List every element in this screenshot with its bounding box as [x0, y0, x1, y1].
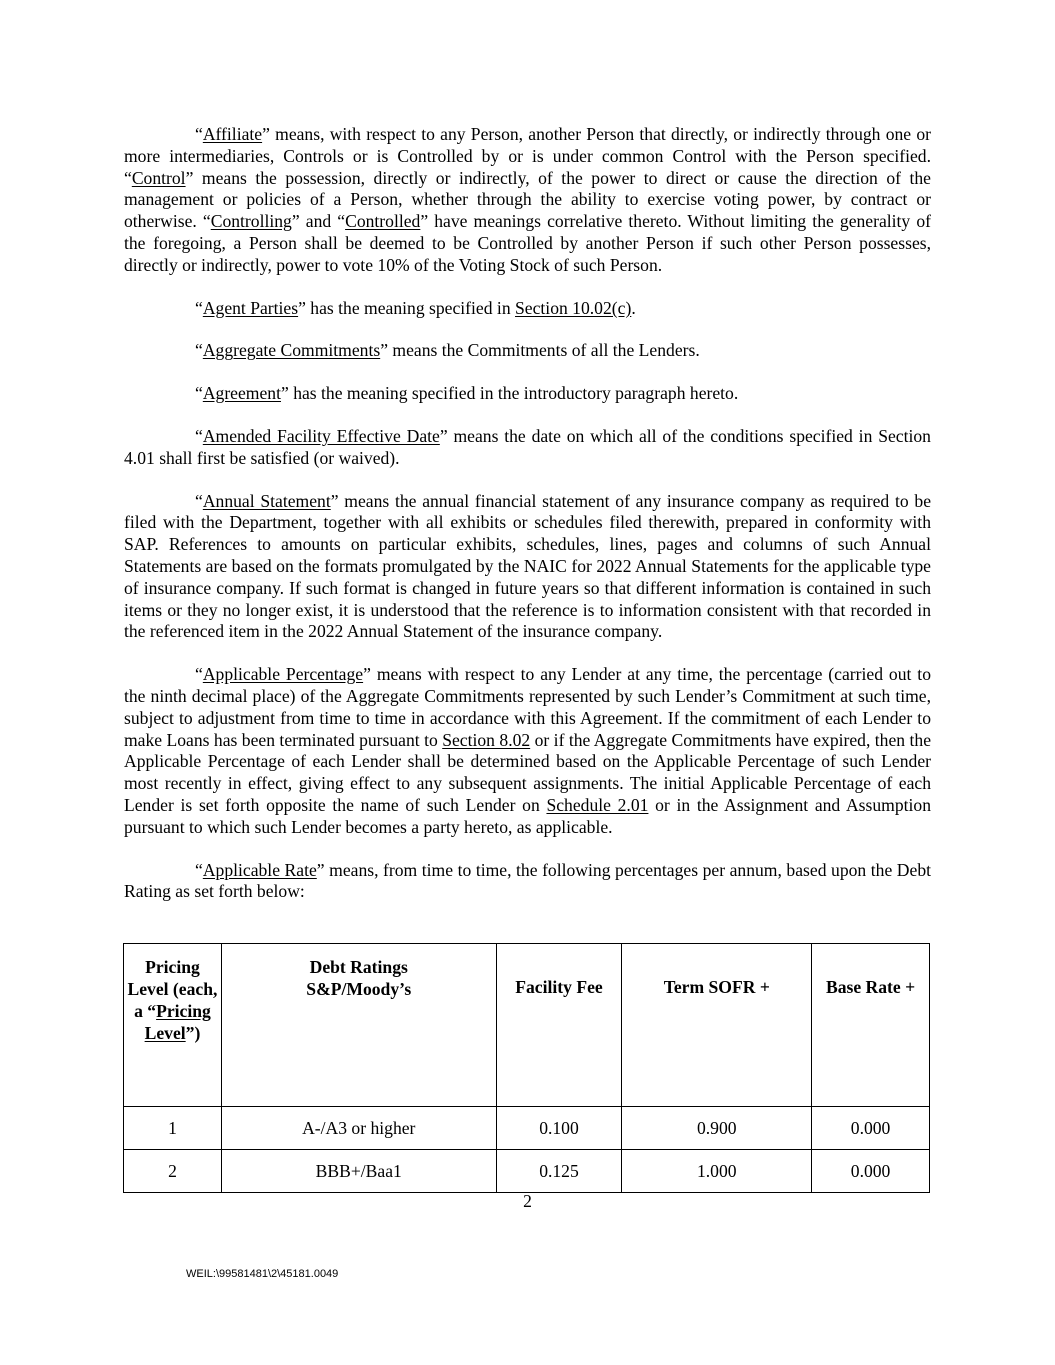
header-base-rate: Base Rate +	[812, 944, 930, 1107]
cell-term-sofr: 0.900	[622, 1107, 812, 1150]
definition-annual-statement: “Annual Statement” means the annual financial statement of any insurance company as required to be filed with the Department, together with all exhibits or schedules filed therewith, prepared in conformity with SAP. References to amounts on particular exhibits, schedules, lines, pages and columns of such Annual Statements are based on the formats promulgated by the NAIC for 2022 Annual Statements for the applicable type of insurance company. If such format is changed in future years so that different information is contained in such items or they no longer exist, it is understood that the reference is to information consistent with that recorded in the referenced item in the 2022 Annual Statement of the insurance company.	[124, 490, 931, 642]
document-id: WEIL:\99581481\2\45181.0049	[186, 1268, 339, 1280]
section-reference: Section 10.02(c)	[515, 297, 632, 318]
cell-base-rate: 0.000	[812, 1150, 930, 1193]
cell-facility-fee: 0.100	[496, 1107, 622, 1150]
cell-level: 2	[124, 1150, 222, 1193]
header-pricing-level: Pricing Level (each, a “Pricing Level”)	[124, 944, 222, 1107]
cell-rating: BBB+/Baa1	[221, 1150, 496, 1193]
document-body	[124, 124, 931, 924]
header-debt-ratings: Debt Ratings S&P/Moody’s	[221, 944, 496, 1107]
schedule-reference: Schedule 2.01	[546, 794, 649, 815]
header-term-sofr: Term SOFR +	[622, 944, 812, 1107]
cell-rating: A-/A3 or higher	[221, 1107, 496, 1150]
defined-term: Controlled	[345, 211, 421, 232]
defined-term: Annual Statement	[202, 490, 331, 511]
page-number: 2	[523, 1191, 532, 1211]
definition-applicable-rate: “Applicable Rate” means, from time to time, the following percentages per annum, based upon the Debt Rating as set forth below:	[124, 859, 932, 902]
definition-aggregate-commitments: “Aggregate Commitments” means the Commitments of all the Lenders.	[195, 340, 700, 361]
defined-term: Aggregate Commitments	[202, 340, 381, 361]
table-row	[124, 1150, 930, 1193]
cell-term-sofr: 1.000	[622, 1150, 812, 1193]
defined-term: Applicable Rate	[202, 859, 317, 880]
cell-level: 1	[124, 1107, 222, 1150]
cell-facility-fee: 0.125	[496, 1150, 622, 1193]
definition-amended-facility-effective-date: “Amended Facility Effective Date” means the date on which all of the conditions specified in Section 4.01 shall first be satisfied (or waived).	[124, 425, 931, 468]
defined-term: Agent Parties	[202, 297, 299, 318]
defined-term: Affiliate	[202, 124, 263, 144]
defined-term: Applicable Percentage	[202, 664, 364, 685]
table-row	[124, 1107, 930, 1150]
defined-term: Controlling	[210, 211, 292, 232]
defined-term: Amended Facility Effective Date	[202, 425, 440, 446]
cell-base-rate: 0.000	[812, 1107, 930, 1150]
definition-affiliate: “Affiliate” means, with respect to any Person, another Person that directly, or indirectly through one or more intermediaries, Controls or is Controlled by or is under common Control with the Person specified. “Control” means the possession, directly or indirectly, of the power to direct or cause the direction of the management or policies of a Person, whether through the ability to exercise voting power, by contract or otherwise. “Controlling” and “Controlled” have meanings correlative thereto. Without limiting the generality of the foregoing, a Person shall be deemed to be Controlled by another Person if such other Person possesses, directly or indirectly, power to vote 10% of the Voting Stock of such Person.	[124, 124, 931, 275]
section-reference: Section 8.02	[442, 729, 531, 750]
definition-applicable-percentage: “Applicable Percentage” means with respect to any Lender at any time, the percentage (carried out to the ninth decimal place) of the Aggregate Commitments represented by such Lender’s Commitment at such time, subject to adjustment from time to time in accordance with this Agreement. If the commitment of each Lender to make Loans has been terminated pursuant to Section 8.02 or if the Aggregate Commitments have expired, then the Applicable Percentage of each Lender shall be determined based on the Applicable Percentage of such Lender most recently in effect, giving effect to any subsequent assignments. The initial Applicable Percentage of each Lender is set forth opposite the name of such Lender on Schedule 2.01 or in the Assignment and Assumption pursuant to which such Lender becomes a party hereto, as applicable.	[124, 664, 931, 837]
header-facility-fee: Facility Fee	[496, 944, 622, 1107]
defined-term: Pricing Level	[144, 1001, 211, 1043]
pricing-level-table	[123, 943, 930, 1193]
defined-term: Control	[131, 167, 186, 188]
defined-term: Agreement	[202, 383, 281, 404]
table-header-row	[124, 944, 930, 1107]
definition-agreement: “Agreement” has the meaning specified in the introductory paragraph hereto.	[195, 383, 739, 404]
definition-agent-parties: “Agent Parties” has the meaning specified in Section 10.02(c).	[195, 297, 636, 318]
